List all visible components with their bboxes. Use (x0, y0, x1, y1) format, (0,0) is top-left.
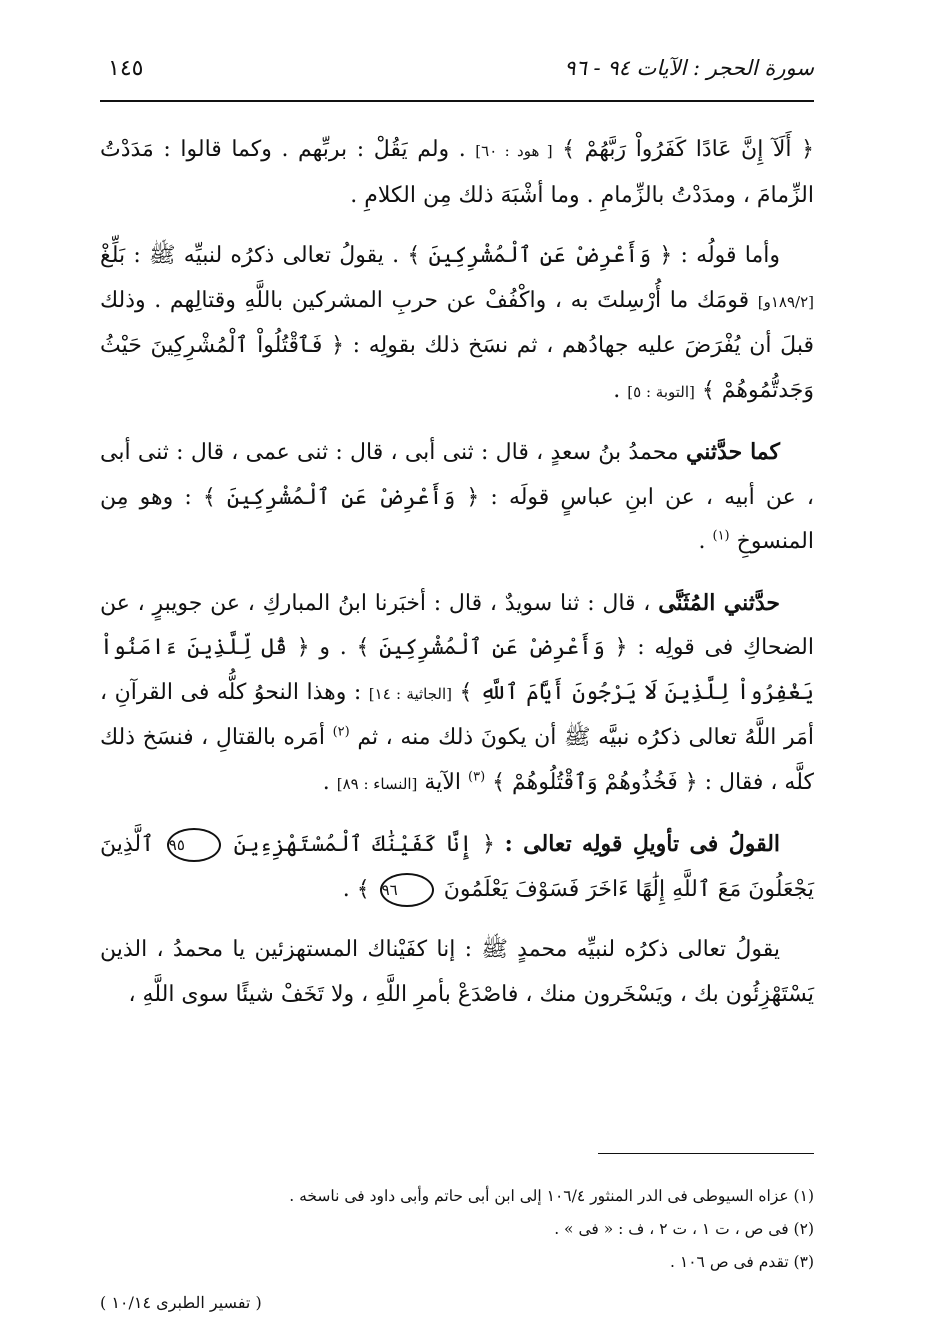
quran-quote: ﴿ وَأَعْرِضْ عَنِ ٱلْمُشْرِكِينَ ﴾ (407, 243, 673, 268)
header-rule (100, 100, 814, 102)
main-text (100, 128, 814, 1017)
paragraph-text: : وهو مِن المنسوخِ (100, 484, 814, 554)
paragraph-4 (100, 581, 814, 807)
paragraph-6 (100, 928, 814, 1017)
footnote-2: (٢) فى ص ، ت ١ ، ت ٢ ، ف : « فى » . (554, 1220, 814, 1238)
paragraph-text: يقولُ تعالى ذكرُه لنبيِّه محمدٍ ﷺ : إنا كفَيْناك المستهزئين يا محمدُ ، الذين يَسْتَهْزِئُون بك ، ويَسْخَرون منك ، فاصْدَعْ بأمرِ اللَّهِ ، ولا تَخَفْ شيئًا سوى اللَّهِ ، (100, 937, 814, 1007)
verse-reference: [ هود : ٦٠] (475, 142, 553, 160)
paragraph-text: قومَك ما أُرْسِلتَ به ، واكْفُفْ عن حربِ المشركين باللَّهِ وقتالِهم . وذلك قبلَ أن يُفْرَضَ عليه جهادُهم ، ثم نسَخ ذلك بقولِه : (100, 287, 814, 358)
paragraph-5 (100, 822, 814, 912)
verse-reference: [النساء : ٨٩] (336, 774, 418, 793)
quran-quote: ﴿ أَلَآ إِنَّ عَادًا كَفَرُواْ رَبَّهُمْ ﴾ (562, 137, 814, 162)
quran-quote: ﴿ قُل لِّلَّذِينَ ءَامَنُواْ يَغْفِرُواْ لِلَّذِينَ لَا يَرْجُونَ أَيَّامَ ٱللَّهِ ﴾ (100, 635, 814, 705)
paragraph-3 (100, 430, 814, 565)
paragraph-end: . (698, 529, 706, 554)
section-heading: القولُ فى تأويلِ قولِه تعالى : (504, 831, 781, 857)
page-number: ١٤٥ (108, 56, 144, 81)
footnote-rule (598, 1153, 814, 1154)
quran-quote: ﴿ وَأَعْرِضْ عَنِ ٱلْمُشْرِكِينَ ﴾ (202, 484, 480, 510)
footnotes (100, 1180, 814, 1279)
paragraph-end: . (613, 377, 621, 403)
footnote-marker: (١) (712, 528, 730, 544)
paragraph-text: محمدُ بنُ سعدٍ ، قال : ثنى أبى ، قال : ثنى عمى ، قال : ثنى أبى ، عن أبيه ، عن ابنِ عباسٍ قولَه : (100, 440, 814, 510)
verse-reference: [الجاثية : ١٤] (368, 684, 452, 703)
quran-quote: ﴿ فَخُذُوهُمْ وَٱقْتُلُوهُمْ ﴾ (492, 769, 698, 795)
isnad-lead: حدَّثني المُثَنَّى (658, 589, 781, 616)
folio-reference: [١٨٩/٢و] (757, 292, 815, 311)
paragraph-text: . يقولُ تعالى ذكرُه لنبيِّه ﷺ : بَلِّغْ (100, 243, 400, 268)
page-header (100, 56, 814, 96)
footnote-1: (١) عزاه السيوطى فى الدر المنثور ١٠٦/٤ إلى ابن أبى حاتم وأبى داود فى ناسخه . (289, 1187, 814, 1205)
quran-quote: ﴿ وَأَعْرِضْ عَنِ ٱلْمُشْرِكِينَ ﴾ (356, 635, 628, 660)
quran-quote: ﴿ فَٱقْتُلُواْ ٱلْمُشْرِكِينَ حَيْثُ وَجَدتُّمُوهُمْ ﴾ (100, 333, 814, 403)
footnote-marker: (٣) (468, 769, 486, 785)
verse-reference: [التوبة : ٥] (627, 382, 695, 401)
paragraph-end: . (322, 769, 330, 795)
paragraph-text: الآية (424, 769, 461, 795)
paragraph-text: . ولم يَقُلْ : بربِّهم . وكما قالوا : مَدَدْتُ الزِّمامَ ، ومدَدْتُ بالزِّمامِ . وما أشْبَهَ ذلك مِن الكلامِ . (100, 137, 814, 208)
paragraph-1 (100, 128, 814, 218)
footnote-3: (٣) تقدم فى ص ١٠٦ . (670, 1253, 814, 1271)
verse-number-95: ٩٥ (167, 828, 221, 862)
book-reference: ( تفسير الطبرى ١٠/١٤ ) (100, 1293, 262, 1312)
paragraph-text: أمَره بالقتالِ ، فنسَخ ذلك كلَّه ، فقال : (100, 725, 814, 795)
quote-close: ﴾ (356, 876, 370, 902)
footnote-marker: (٢) (332, 724, 350, 740)
paragraph-2 (100, 234, 814, 414)
paragraph-end: . (342, 876, 350, 902)
verse-number-96: ٩٦ (380, 873, 434, 907)
paragraph-text: ، قال : ثنا سويدٌ ، قال : أخبَرنا ابنُ المباركِ ، عن جويبرٍ ، عن الضحاكِ فى قولِه : (100, 590, 814, 660)
paragraph-text: : وهذا النحوُ كلُّه فى القرآنِ ، أمَر اللَّهُ تعالى ذكرُه نبيَّه ﷺ أن يكونَ ذلك منه ، ثم (100, 679, 815, 750)
running-title: سورة الحجر : الآيات ٩٤ - ٩٦ (564, 56, 814, 80)
conjunction: . و (319, 635, 347, 660)
quran-quote: ﴿ إِنَّا كَفَيْنَٰكَ ٱلْمُسْتَهْزِءِينَ (233, 832, 495, 857)
quran-quote: ٱلَّذِينَ يَجْعَلُونَ مَعَ ٱللَّهِ إِلَٰهًا ءَاخَرَ فَسَوْفَ يَعْلَمُونَ (100, 832, 814, 902)
paragraph-lead: وأما قولُه : (680, 243, 780, 268)
isnad-lead: كما حدَّثني (685, 439, 780, 465)
